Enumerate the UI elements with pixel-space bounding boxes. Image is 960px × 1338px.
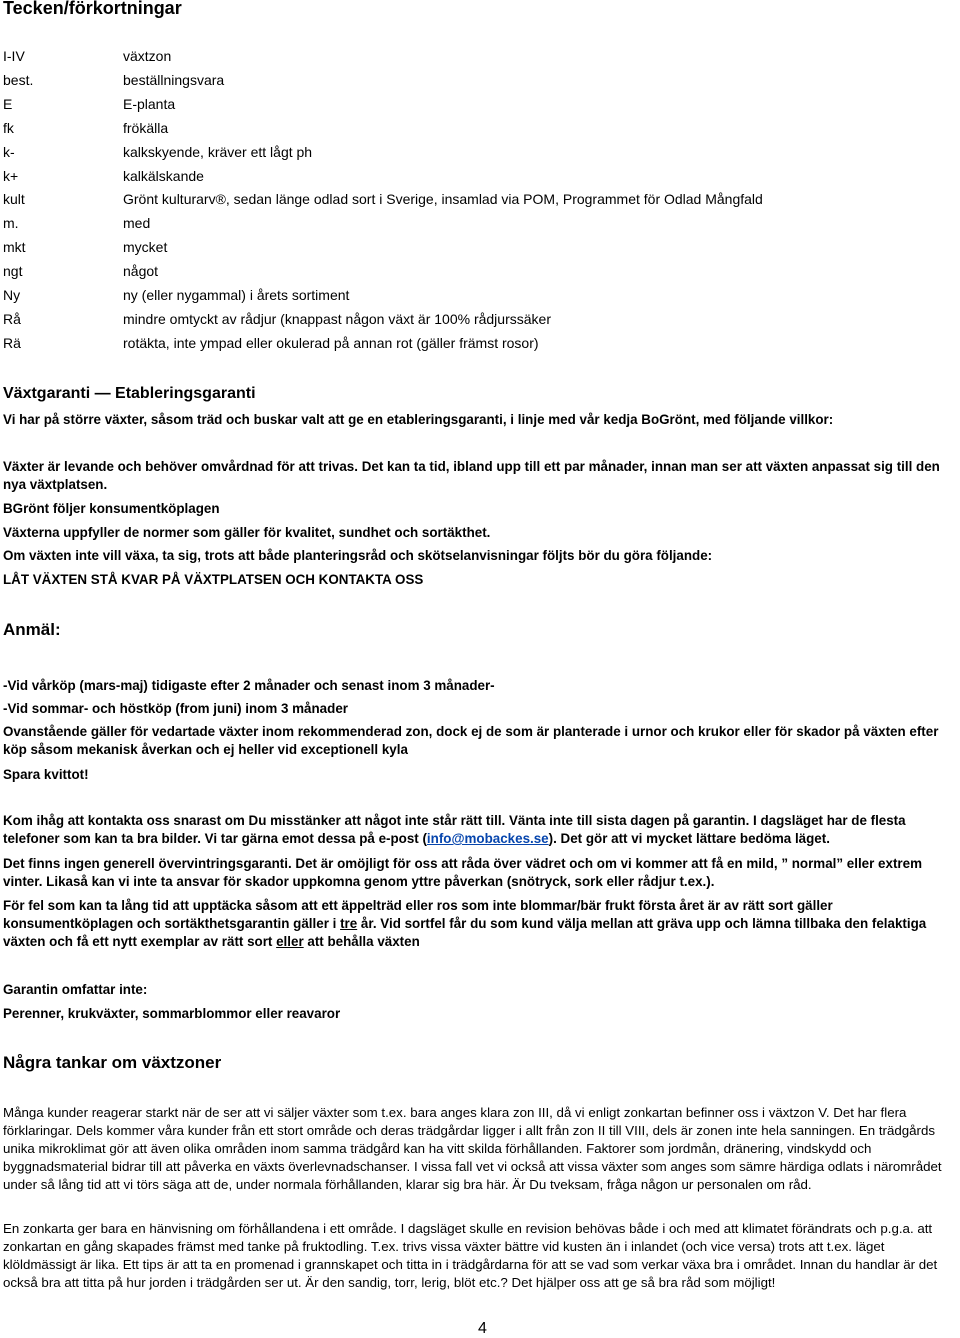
page-title: Tecken/förkortningar — [3, 0, 182, 18]
abbreviation-value: rotäkta, inte ympad eller okulerad på annan rot (gäller främst rosor) — [123, 335, 539, 351]
abbreviation-value: växtzon — [123, 48, 172, 64]
winter-paragraph: Det finns ingen generell övervintringsgaranti. Det är omöjligt för oss att råda över vädret och om vi kommer att få en mild, ” normal” eller extrem vinter. Likaså kan vi inte ta ansvar för skador uppkomna genom yttre påverkan (snötryck, sork eller rådjur t.ex.). — [3, 856, 922, 889]
exclusions-text: Perenner, krukväxter, sommarblommor eller reavaror — [3, 1006, 341, 1021]
abbreviation-key: k+ — [3, 168, 19, 184]
abbreviation-value: Grönt kulturarv®, sedan länge odlad sort i Sverige, insamlad via POM, Programmet för Odlad Mångfald — [123, 191, 763, 207]
report-heading: Anmäl: — [3, 620, 61, 639]
contact-text: Kom ihåg att kontakta oss snarast om Du misstänker att något inte står rätt till. Vänta inte till sista dagen på garantin. I dagsläget har de flesta telefoner som kan ta bra bilder. Vi tar gärna emot dessa på e-post ( — [3, 813, 906, 846]
abbreviation-value: mycket — [123, 239, 168, 255]
abbreviation-value: kalkälskande — [123, 168, 204, 184]
fault-text-b: år. Vid sortfel får du som kund välja mellan att gräva upp och lämna tillbaka den felaktiga växten och få ett nytt exemplar av rätt sort — [3, 916, 927, 949]
guarantee-heading-a: Växtgaranti — [3, 385, 91, 402]
contact-paragraph — [3, 812, 953, 848]
report-line-3: Ovanstående gäller för vedartade växter inom rekommenderad zon, dock ej de som är planterade i urnor och krukor eller för skador på växten efter köp såsom mekanisk åverkan och ej heller vid exceptionell kyla — [3, 724, 939, 757]
abbreviation-value: med — [123, 215, 151, 231]
fault-paragraph — [3, 897, 953, 951]
abbreviation-key: I-IV — [3, 48, 25, 64]
abbreviation-value: mindre omtyckt av rådjur (knappast någon växt är 100% rådjurssäker — [123, 311, 551, 327]
abbreviation-value: kalkskyende, kräver ett lågt ph — [123, 144, 313, 160]
fault-text-a: För fel som kan ta lång tid att upptäcka såsom att ett äppelträd eller ros som inte blommar/bär frukt första året är av rätt sort gäller konsumentköplagen och sortäkthetsgarantin gäller i — [3, 898, 833, 931]
abbreviation-key: mkt — [3, 239, 26, 255]
abbreviation-key: E — [3, 96, 13, 112]
guarantee-p3: Växterna uppfyller de normer som gäller för kvalitet, sundhet och sortäkthet. — [3, 525, 491, 540]
abbreviation-key: kult — [3, 191, 25, 207]
abbreviation-key: fk — [3, 120, 14, 136]
guarantee-p5: LÅT VÄXTEN STÅ KVAR PÅ VÄXTPLATSEN OCH KONTAKTA OSS — [3, 572, 424, 587]
abbreviation-key: k- — [3, 144, 15, 160]
abbreviation-value: frökälla — [123, 120, 169, 136]
report-line-2: -Vid sommar- och höstköp (from juni) inom 3 månader — [3, 701, 348, 716]
guarantee-heading-sep: — — [90, 385, 116, 402]
fault-text-eller: eller — [276, 934, 304, 949]
email-link[interactable]: info@mobackes.se — [426, 831, 549, 846]
abbreviation-key: Rå — [3, 311, 21, 327]
guarantee-p4: Om växten inte vill växa, ta sig, trots att både planteringsråd och skötselanvisningar följts bör du göra följande: — [3, 548, 713, 563]
guarantee-intro: Vi har på större växter, såsom träd och buskar valt att ge en etableringsgaranti, i linje med vår kedja BoGrönt, med följande villkor: — [3, 412, 834, 427]
guarantee-heading — [3, 385, 256, 403]
abbreviation-value: beställningsvara — [123, 72, 225, 88]
guarantee-p1: Växter är levande och behöver omvårdnad för att trivas. Det kan ta tid, ibland upp till ett par månader, innan man ser att växten anpassat sig till den nya växtplatsen. — [3, 459, 940, 492]
abbreviation-value: E-planta — [123, 96, 176, 112]
abbreviation-key: m. — [3, 215, 19, 231]
fault-text-tre: tre — [340, 916, 358, 931]
abbreviation-key: Ny — [3, 287, 21, 303]
abbreviation-key: Rä — [3, 335, 21, 351]
abbreviation-key: best. — [3, 72, 34, 88]
zones-paragraph-2: En zonkarta ger bara en hänvisning om förhållandena i ett område. I dagsläget skulle en revision behövas både i och med att klimatet förändrats och p.g.a. att zonkartan en gång skapades främst med tanke på fruktodling. T.ex. trivs vissa växter bättre vid kusten än i inlandet (och vice versa) trots att t.ex. läget klöldmässigt är lika. Ett tips är att ta en promenad i grannskapet och titta in i trädgårdarna för att se vad som verkar växa bra i området. Innan du handlar är det också bra att titta på hur jorden i trädgården ser ut. Är den sandig, torr, lerig, blöt etc.? Det hjälper oss att ge så bra råd som möjligt! — [3, 1221, 938, 1290]
fault-text-c: att behålla växten — [303, 934, 420, 949]
zones-heading: Några tankar om växtzoner — [3, 1053, 222, 1072]
page-number: 4 — [478, 1320, 487, 1337]
guarantee-heading-b: Etableringsgaranti — [115, 385, 256, 402]
report-line-1: -Vid vårköp (mars-maj) tidigaste efter 2 månader och senast inom 3 månader- — [3, 678, 495, 693]
exclusions-heading: Garantin omfattar inte: — [3, 982, 148, 997]
contact-text-end: ). Det gör att vi mycket lättare bedöma läget. — [548, 831, 830, 846]
zones-paragraph-1: Många kunder reagerar starkt när de ser att vi säljer växter som t.ex. bara anges klara zon III, då vi enligt zonkartan befinner oss i växtzon V. Det har flera förklaringar. Dels kommer våra kunder från ett stort område och deras trädgårdar ligger i allt från zon II till VIII, dels är zonen inte hela sanningen. En trädgårds unika mikroklimat gör att även olika områden inom samma trädgård kan ha vitt skilda förhållanden. Faktorer som jordmån, dränering, vindskydd och byggnadsmaterial bidrar till att påverka en växts överlevnadschanser. I vissa fall vet vi också att vissa växter som anges som sämre härdiga odlats i närområdet under så lång tid att vi törs säga att de, under normala förhållanden, klarar sig bra här. Är Du tveksam, fråga någon ur personalen om råd. — [3, 1105, 942, 1192]
report-line-4: Spara kvittot! — [3, 767, 89, 782]
abbreviation-key: ngt — [3, 263, 23, 279]
guarantee-p2: BGrönt följer konsumentköplagen — [3, 501, 220, 516]
abbreviation-value: något — [123, 263, 159, 279]
abbreviation-value: ny (eller nygammal) i årets sortiment — [123, 287, 350, 303]
